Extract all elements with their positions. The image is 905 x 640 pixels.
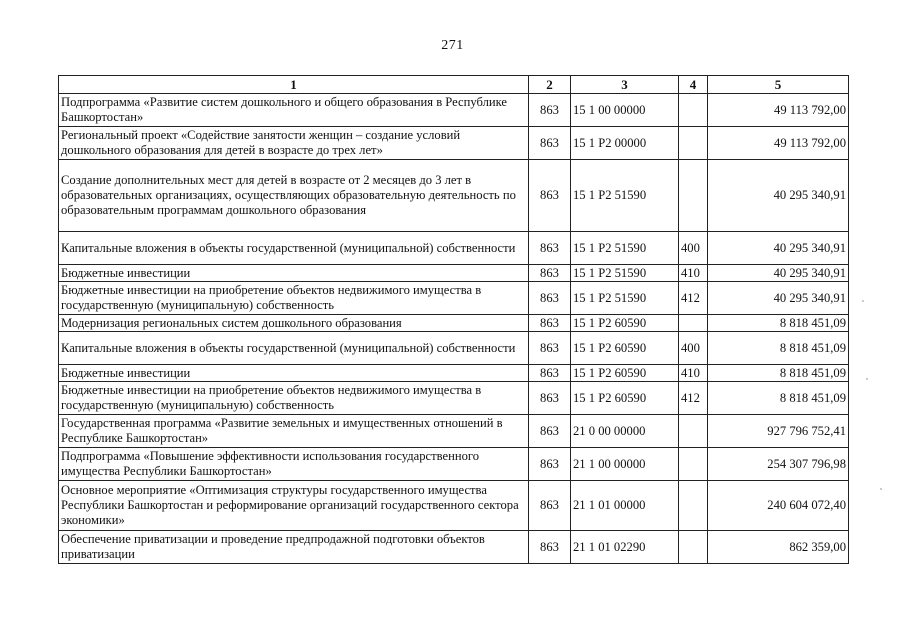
row-sum-cell: 8 818 451,09: [708, 365, 849, 382]
row-sum-cell: 8 818 451,09: [708, 332, 849, 365]
table-row: [59, 531, 849, 564]
row-ved-cell: 863: [529, 382, 571, 415]
row-csr-cell: 15 1 P2 51590: [571, 282, 679, 315]
scan-speck: [866, 378, 868, 380]
row-csr-cell: 15 1 P2 60590: [571, 365, 679, 382]
header-col-4: 4: [679, 76, 708, 94]
table-row: [59, 282, 849, 315]
table-row: [59, 160, 849, 232]
table-row: [59, 127, 849, 160]
row-ved-cell: 863: [529, 415, 571, 448]
row-ved-cell: 863: [529, 365, 571, 382]
header-col-5: 5: [708, 76, 849, 94]
header-col-2: 2: [529, 76, 571, 94]
row-csr-cell: 15 1 P2 51590: [571, 265, 679, 282]
table-row: [59, 332, 849, 365]
table-row: [59, 94, 849, 127]
row-name-cell: Бюджетные инвестиции на приобретение объектов недвижимого имущества в государственную (муниципальную) собственность: [59, 382, 529, 415]
row-ved-cell: 863: [529, 282, 571, 315]
row-vr-cell: 400: [679, 332, 708, 365]
row-ved-cell: 863: [529, 94, 571, 127]
row-ved-cell: 863: [529, 332, 571, 365]
row-csr-cell: 21 1 01 00000: [571, 481, 679, 531]
header-col-1: 1: [59, 76, 529, 94]
row-ved-cell: 863: [529, 531, 571, 564]
row-name-cell: Основное мероприятие «Оптимизация структуры государственного имущества Республики Башкортостан и реформирование организаций государственного сектора экономики»: [59, 481, 529, 531]
row-name-cell: Бюджетные инвестиции на приобретение объектов недвижимого имущества в государственную (муниципальную) собственность: [59, 282, 529, 315]
row-sum-cell: 40 295 340,91: [708, 160, 849, 232]
row-vr-cell: [679, 94, 708, 127]
row-sum-cell: 49 113 792,00: [708, 127, 849, 160]
row-sum-cell: 862 359,00: [708, 531, 849, 564]
row-vr-cell: 412: [679, 382, 708, 415]
row-sum-cell: 240 604 072,40: [708, 481, 849, 531]
scan-speck: [862, 300, 864, 302]
row-csr-cell: 15 1 P2 60590: [571, 382, 679, 415]
row-name-cell: Создание дополнительных мест для детей в возрасте от 2 месяцев до 3 лет в образовательных организациях, осуществляющих образовательную деятельность по образовательным программам дошкольного образования: [59, 160, 529, 232]
row-vr-cell: [679, 160, 708, 232]
table-row: [59, 448, 849, 481]
table-row: [59, 232, 849, 265]
row-ved-cell: 863: [529, 448, 571, 481]
row-vr-cell: 412: [679, 282, 708, 315]
row-sum-cell: 927 796 752,41: [708, 415, 849, 448]
row-name-cell: Подпрограмма «Развитие систем дошкольного и общего образования в Республике Башкортостан»: [59, 94, 529, 127]
page-number: 271: [441, 38, 464, 53]
table-row: [59, 365, 849, 382]
row-ved-cell: 863: [529, 265, 571, 282]
row-csr-cell: 15 1 P2 60590: [571, 332, 679, 365]
row-name-cell: Бюджетные инвестиции: [59, 365, 529, 382]
table-row: [59, 382, 849, 415]
table-row: [59, 415, 849, 448]
row-ved-cell: 863: [529, 481, 571, 531]
row-csr-cell: 15 1 P2 00000: [571, 127, 679, 160]
row-csr-cell: 15 1 P2 51590: [571, 160, 679, 232]
row-ved-cell: 863: [529, 127, 571, 160]
row-csr-cell: 15 1 P2 60590: [571, 315, 679, 332]
table-row: [59, 481, 849, 531]
row-name-cell: Бюджетные инвестиции: [59, 265, 529, 282]
row-vr-cell: 410: [679, 365, 708, 382]
row-sum-cell: 49 113 792,00: [708, 94, 849, 127]
row-ved-cell: 863: [529, 315, 571, 332]
row-vr-cell: 400: [679, 232, 708, 265]
row-name-cell: Капитальные вложения в объекты государственной (муниципальной) собственности: [59, 332, 529, 365]
row-csr-cell: 21 0 00 00000: [571, 415, 679, 448]
row-csr-cell: 21 1 01 02290: [571, 531, 679, 564]
row-name-cell: Региональный проект «Содействие занятости женщин – создание условий дошкольного образования для детей в возрасте до трех лет»: [59, 127, 529, 160]
budget-table: [58, 75, 849, 564]
scan-speck: [880, 488, 882, 490]
row-vr-cell: [679, 481, 708, 531]
row-ved-cell: 863: [529, 160, 571, 232]
row-sum-cell: 40 295 340,91: [708, 232, 849, 265]
row-vr-cell: [679, 415, 708, 448]
row-vr-cell: 410: [679, 265, 708, 282]
row-name-cell: Обеспечение приватизации и проведение предпродажной подготовки объектов приватизации: [59, 531, 529, 564]
row-vr-cell: [679, 448, 708, 481]
row-vr-cell: [679, 315, 708, 332]
row-name-cell: Государственная программа «Развитие земельных и имущественных отношений в Республике Башкортостан»: [59, 415, 529, 448]
table-row: [59, 265, 849, 282]
row-sum-cell: 254 307 796,98: [708, 448, 849, 481]
row-csr-cell: 15 1 P2 51590: [571, 232, 679, 265]
row-csr-cell: 15 1 00 00000: [571, 94, 679, 127]
header-col-3: 3: [571, 76, 679, 94]
row-name-cell: Капитальные вложения в объекты государственной (муниципальной) собственности: [59, 232, 529, 265]
row-vr-cell: [679, 531, 708, 564]
row-csr-cell: 21 1 00 00000: [571, 448, 679, 481]
table-row: [59, 315, 849, 332]
row-name-cell: Модернизация региональных систем дошкольного образования: [59, 315, 529, 332]
row-sum-cell: 8 818 451,09: [708, 315, 849, 332]
table-header-row: [59, 76, 849, 94]
row-vr-cell: [679, 127, 708, 160]
row-ved-cell: 863: [529, 232, 571, 265]
row-sum-cell: 8 818 451,09: [708, 382, 849, 415]
row-name-cell: Подпрограмма «Повышение эффективности использования государственного имущества Республики Башкортостан»: [59, 448, 529, 481]
row-sum-cell: 40 295 340,91: [708, 265, 849, 282]
table-body: [59, 94, 849, 564]
row-sum-cell: 40 295 340,91: [708, 282, 849, 315]
